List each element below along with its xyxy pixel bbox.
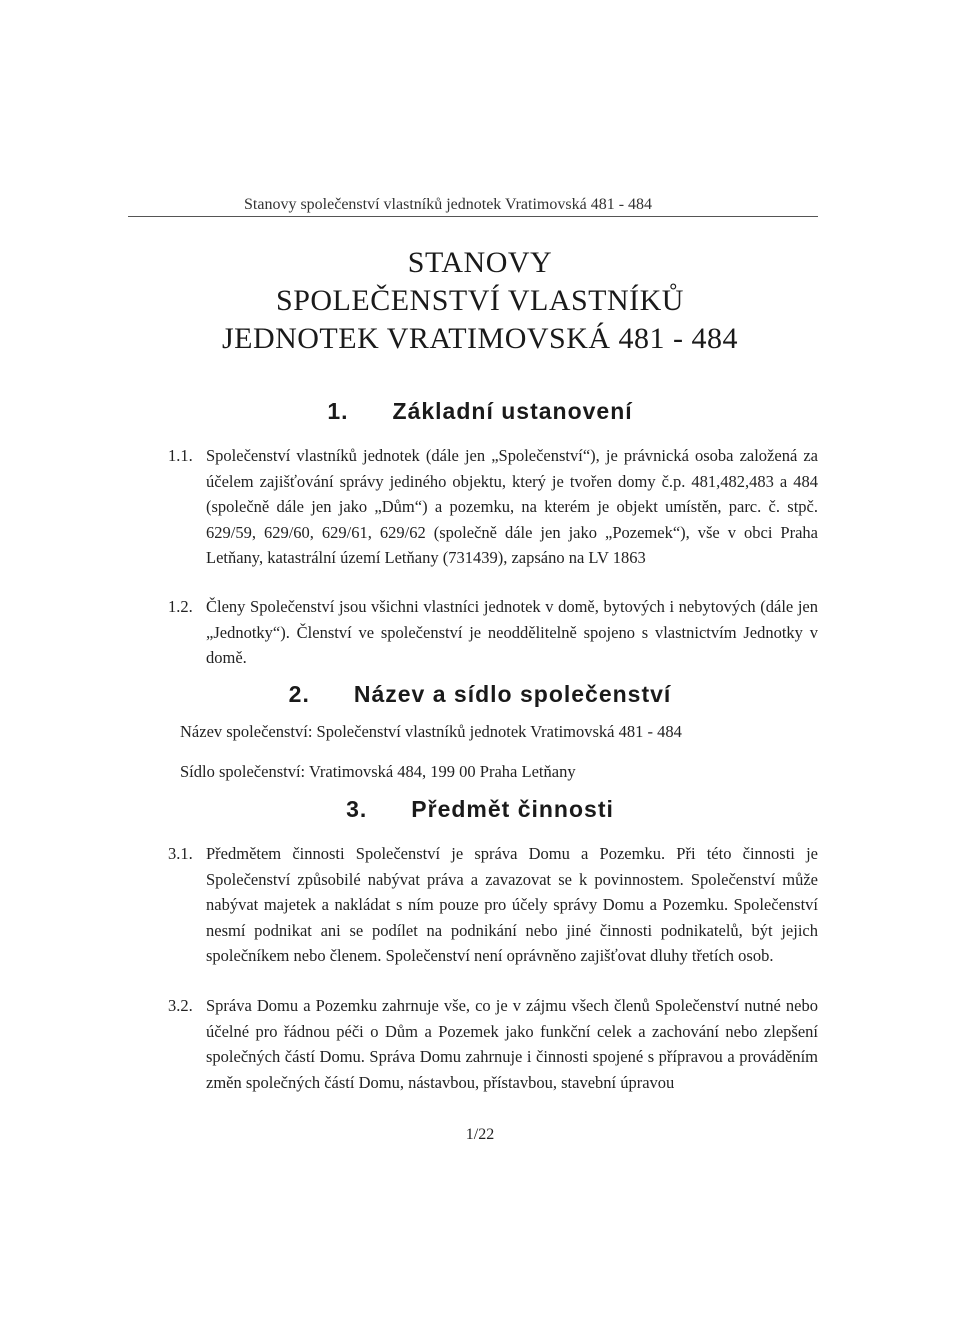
title-line-1: STANOVY	[407, 246, 553, 279]
section-heading-1	[0, 398, 960, 425]
paragraph-text: Členy Společenství jsou všichni vlastníci jednotek v domě, bytových i nebytových (dále jen „Jednotky“). Členství ve společenství je neoddělitelně spojeno s vlastnictvím Jednotky v domě.	[206, 597, 818, 667]
running-header-text: Stanovy společenství vlastníků jednotek Vratimovská 481 - 484	[244, 196, 653, 213]
section-title: Název a sídlo společenství	[353, 681, 672, 707]
paragraph-3-2	[168, 993, 818, 1095]
paragraph-3-1	[168, 841, 818, 969]
paragraph-number: 3.1.	[168, 844, 193, 863]
paragraph-text: Správa Domu a Pozemku zahrnuje vše, co je v zájmu všech členů Společenství nutné nebo účelné pro řádnou péči o Dům a Pozemek jako funkční celek a zachování nebo zlepšení společných částí Domu. Správa Domu zahrnuje i činnosti spojené s přípravou a prováděním změn společných částí Domu, nástavbou, přístavbou, stavební úpravou	[206, 996, 818, 1092]
section-heading-2	[0, 681, 960, 708]
section-title: Základní ustanovení	[392, 398, 633, 424]
paragraph-text: Společenství vlastníků jednotek (dále jen „Společenství“), je právnická osoba založená za účelem zajišťování správy jediného objektu, který je tvořen domy č.p. 481,482,483 a 484 (společně dále jen jako „Dům“) a pozemku, na kterém je objekt umístěn, parc. č. stpč. 629/59, 629/60, 629/61, 629/62 (společně dále jen jako „Pozemek“), vše v obci Praha Letňany, katastrální území Letňany (731439), zapsáno na LV 1863	[206, 446, 818, 567]
society-seat-line: Sídlo společenství: Vratimovská 484, 199 00 Praha Letňany	[180, 762, 576, 781]
section-number: 2.	[288, 681, 310, 707]
title-line-2: SPOLEČENSTVÍ VLASTNÍKŮ	[276, 284, 684, 317]
document-title	[0, 244, 960, 358]
paragraph-1-2	[168, 594, 818, 671]
section-number: 1.	[327, 398, 349, 424]
section-heading-3	[0, 796, 960, 823]
section-number: 3.	[346, 796, 368, 822]
paragraph-number: 1.1.	[168, 446, 193, 465]
paragraph-number: 1.2.	[168, 597, 193, 616]
society-name-line: Název společenství: Společenství vlastníků jednotek Vratimovská 481 - 484	[180, 722, 682, 741]
section-title: Předmět činnosti	[411, 796, 614, 822]
title-line-3: JEDNOTEK VRATIMOVSKÁ 481 - 484	[221, 322, 739, 355]
paragraph-number: 3.2.	[168, 996, 193, 1015]
running-header	[128, 196, 818, 217]
paragraph-text: Předmětem činnosti Společenství je správa Domu a Pozemku. Při této činnosti je Společenství způsobilé nabývat práva a zavazovat se k povinnostem. Společenství může nabývat majetek a nakládat s ním pouze pro účely správy Domu a Pozemku. Společenství nesmí podnikat ani se podílet na podnikání nebo jiné činnosti podnikatelů, být jejich společníkem nebo členem. Společenství není oprávněno zajišťovat dluhy třetích osob.	[206, 844, 818, 965]
paragraph-1-1	[168, 443, 818, 571]
page-number: 1/22	[465, 1126, 495, 1143]
